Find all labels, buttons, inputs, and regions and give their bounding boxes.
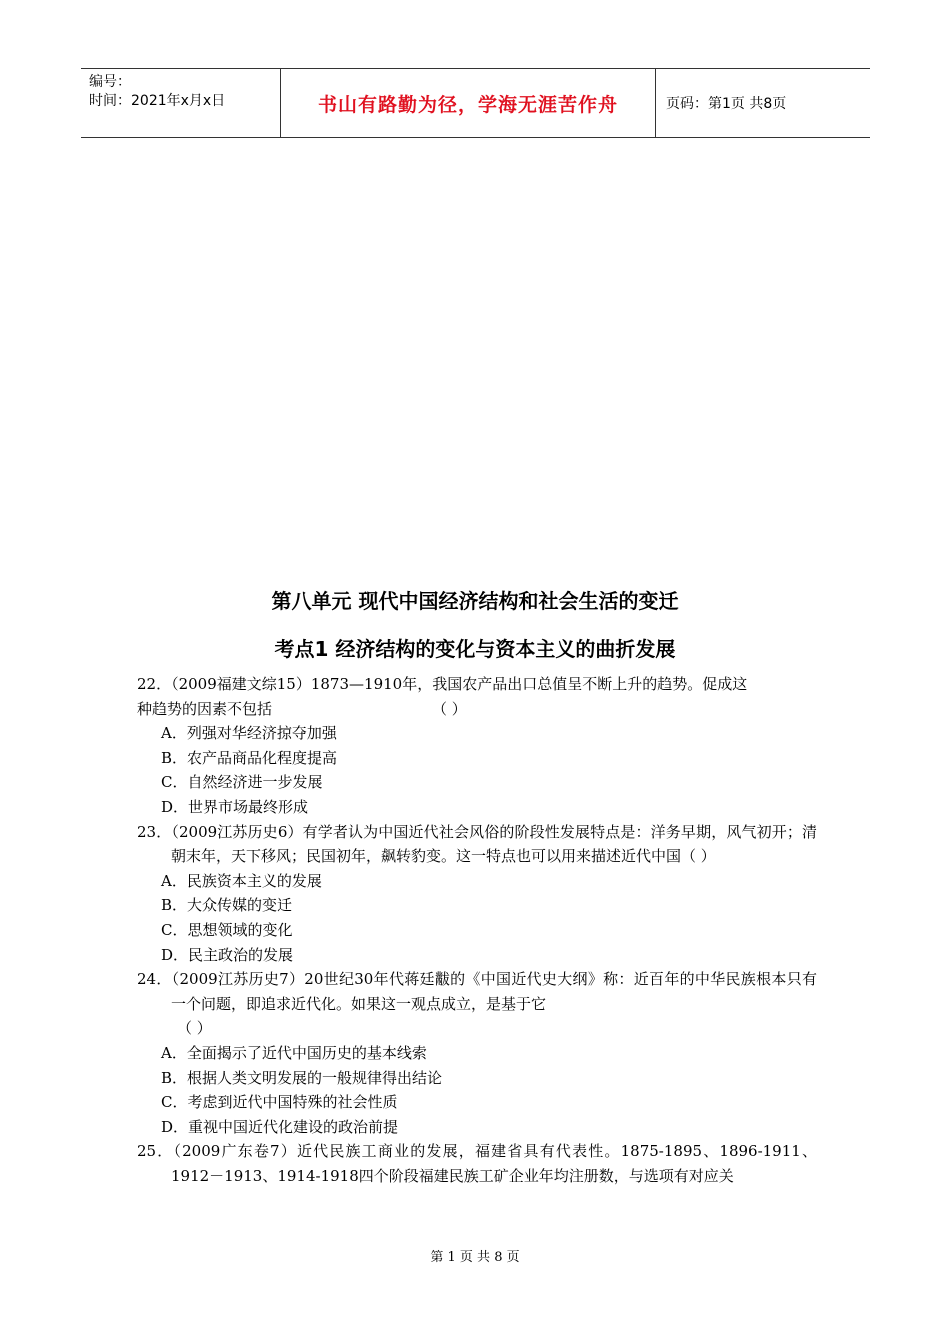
code-label: 编号： <box>89 74 131 90</box>
option-c: C．考虑到近代中国特殊的社会性质 <box>161 1093 398 1112</box>
question-23 <box>137 820 817 968</box>
answer-paren: （ ） <box>177 1019 212 1038</box>
question-22-line2 <box>137 697 817 722</box>
question-22-line2-text: 种趋势的因素不包括 <box>137 699 273 718</box>
question-22-line1: 22．（2009福建文综15）1873—1910年，我国农产品出口总值呈不断上升的趋势。促成这 <box>137 675 748 693</box>
header-meta <box>81 69 281 137</box>
option-d: D．世界市场最终形成 <box>161 797 309 816</box>
option-c: C．自然经济进一步发展 <box>161 773 323 792</box>
option-c: C．思想领域的变化 <box>161 920 293 939</box>
unit-title: 第八单元 现代中国经济结构和社会生活的变迁 <box>271 589 679 613</box>
header-page-info: 页码：第1页 共8页 <box>666 96 787 112</box>
page-footer: 第 1 页 共 8 页 <box>430 1250 520 1265</box>
question-list <box>137 672 817 1188</box>
topic-title: 考点1 经济结构的变化与资本主义的曲折发展 <box>274 637 676 661</box>
question-22 <box>137 672 817 820</box>
option-a: A．全面揭示了近代中国历史的基本线索 <box>161 1043 427 1062</box>
option-a: A．民族资本主义的发展 <box>161 871 322 890</box>
option-b: B．农产品商品化程度提高 <box>161 748 338 767</box>
option-d: D．民主政治的发展 <box>161 945 294 964</box>
time-label: 时间：2021年x月x日 <box>89 93 226 109</box>
header-motto: 书山有路勤为径，学海无涯苦作舟 <box>281 69 656 137</box>
option-d: D．重视中国近代化建设的政治前提 <box>161 1117 399 1136</box>
question-24 <box>137 967 817 1139</box>
option-a: A．列强对华经济掠夺加强 <box>161 724 337 743</box>
option-b: B．根据人类文明发展的一般规律得出结论 <box>161 1068 443 1087</box>
question-25-text: 25．（2009广东卷7）近代民族工商业的发展，福建省具有代表性。1875-1895、1896-1911、1912－1913、1914-1918四个阶段福建民族工矿企业年均注册数，与选项有对应关 <box>137 1142 817 1185</box>
option-b: B．大众传媒的变迁 <box>161 896 293 915</box>
question-25 <box>137 1139 817 1188</box>
question-24-text: 24．（2009江苏历史7）20世纪30年代蒋廷黻的《中国近代史大纲》称：近百年的中华民族根本只有一个问题，即追求近代化。如果这一观点成立，是基于它 <box>137 970 817 1013</box>
answer-paren: （ ） <box>432 699 467 718</box>
question-23-text: 23．（2009江苏历史6）有学者认为中国近代社会风俗的阶段性发展特点是：洋务早期，风气初开；清朝末年，天下移风；民国初年，飙转豹变。这一特点也可以用来描述近代中国（ ） <box>137 822 817 866</box>
page-header <box>81 68 870 138</box>
